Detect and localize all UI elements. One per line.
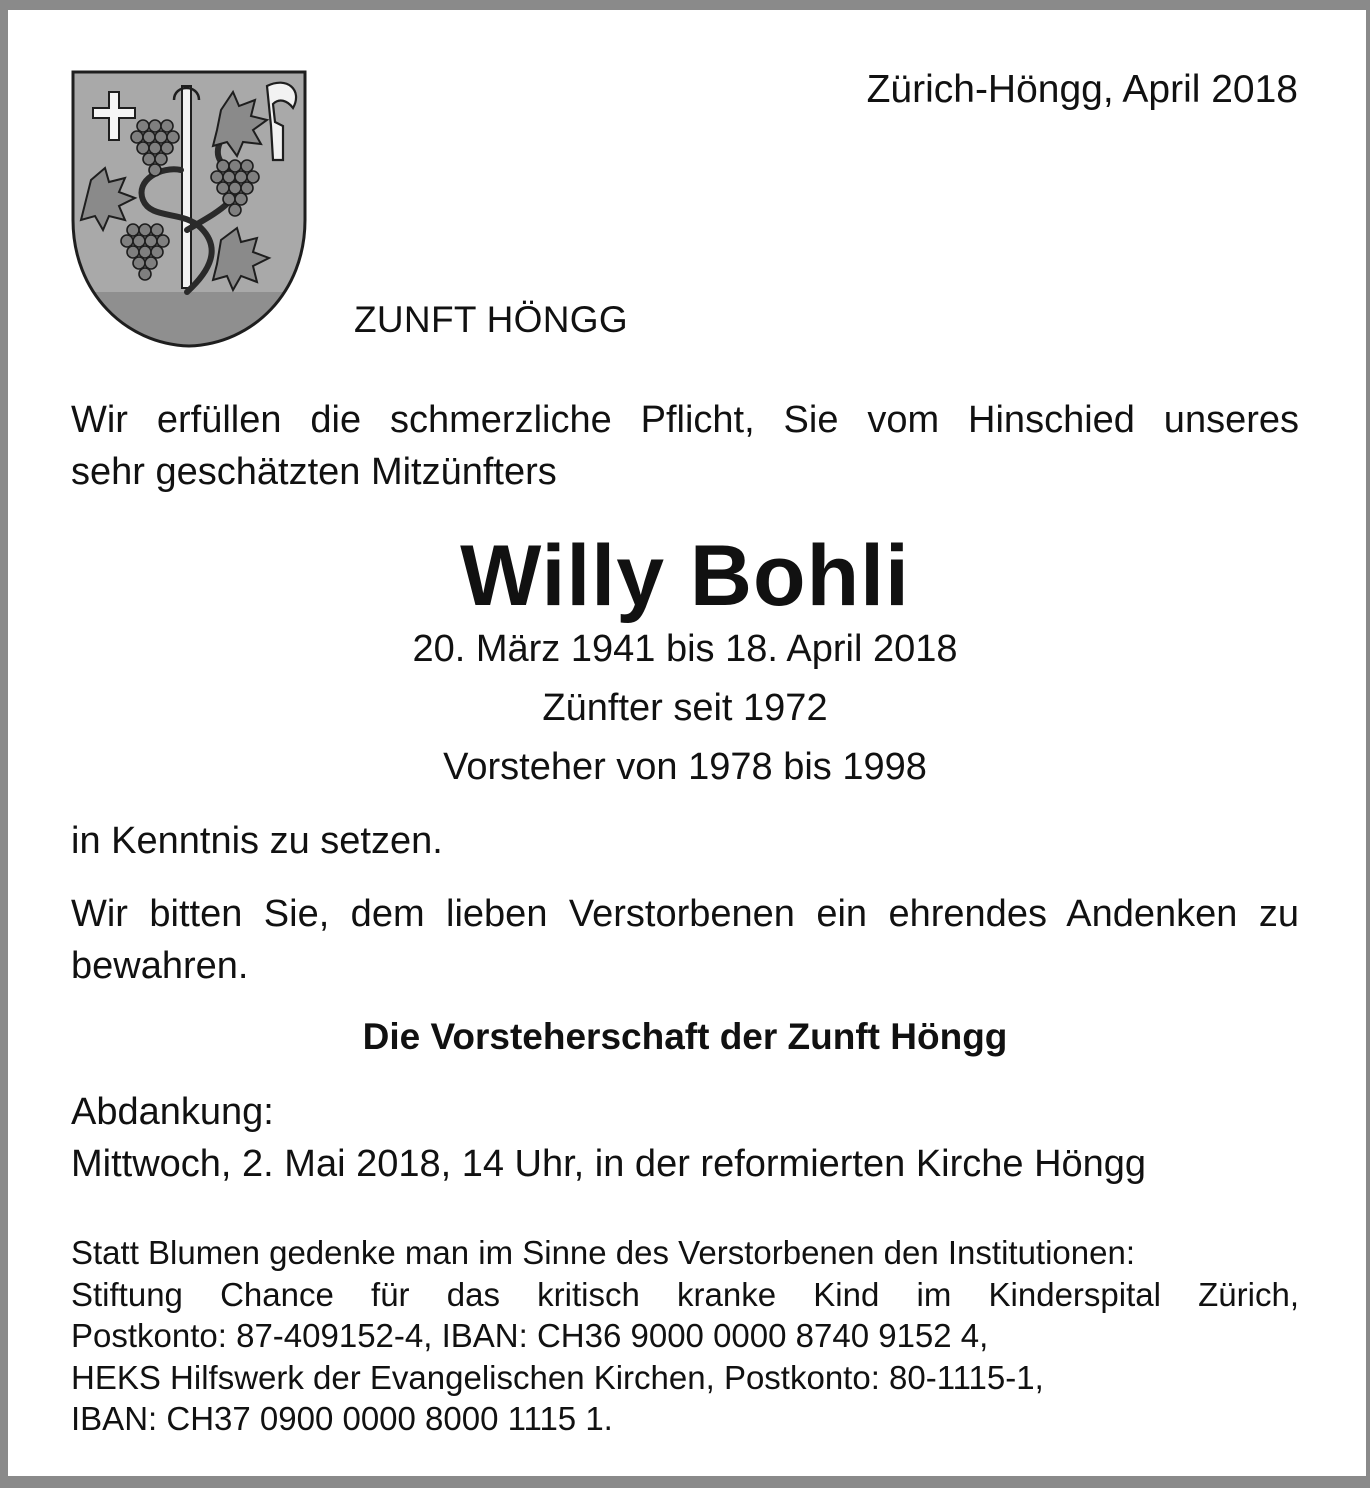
guild-name: ZUNFT HÖNGG [354, 299, 628, 340]
intro-line: sehr geschätzten Mitzünfters [71, 451, 557, 493]
donation-info [71, 1232, 1299, 1440]
notice-end-text: in Kenntnis zu setzen. [71, 820, 443, 862]
donation-line: Statt Blumen gedenke man im Sinne des Verstorbenen den Institutionen: [71, 1234, 1136, 1271]
place-date: Zürich-Höngg, April 2018 [866, 68, 1298, 111]
intro-text [71, 394, 1299, 498]
funeral-service [71, 1086, 1299, 1190]
donation-line: Postkonto: 87-409152-4, IBAN: CH36 9000 0000 8740 9152 4, [71, 1317, 989, 1354]
life-dates: 20. März 1941 bis 18. April 2018 [412, 628, 958, 670]
service-details: Mittwoch, 2. Mai 2018, 14 Uhr, in der reformierten Kirche Höngg [71, 1143, 1147, 1185]
chairman-years: Vorsteher von 1978 bis 1998 [443, 746, 927, 788]
remembrance-text [71, 888, 1299, 992]
member-since: Zünfter seit 1972 [542, 687, 828, 729]
remembrance-line: bewahren. [71, 945, 249, 987]
service-label: Abdankung: [71, 1091, 274, 1133]
hoengg-coat-of-arms-icon [71, 70, 307, 348]
donation-line: IBAN: CH37 0900 0000 8000 1115 1. [71, 1400, 613, 1437]
deceased-name: Willy Bohli [460, 528, 910, 624]
donation-line: HEKS Hilfswerk der Evangelischen Kirchen, Postkonto: 80-1115-1, [71, 1358, 1044, 1396]
signature: Die Vorsteherschaft der Zunft Höngg [362, 1016, 1008, 1057]
donation-line: Stiftung Chance für das kritisch kranke Kind im Kinderspital Zürich, [71, 1275, 1299, 1313]
intro-line: Wir erfüllen die schmerzliche Pflicht, Sie vom Hinschied unseres [71, 399, 1299, 441]
remembrance-line: Wir bitten Sie, dem lieben Verstorbenen ein ehrendes Andenken zu [71, 893, 1299, 935]
